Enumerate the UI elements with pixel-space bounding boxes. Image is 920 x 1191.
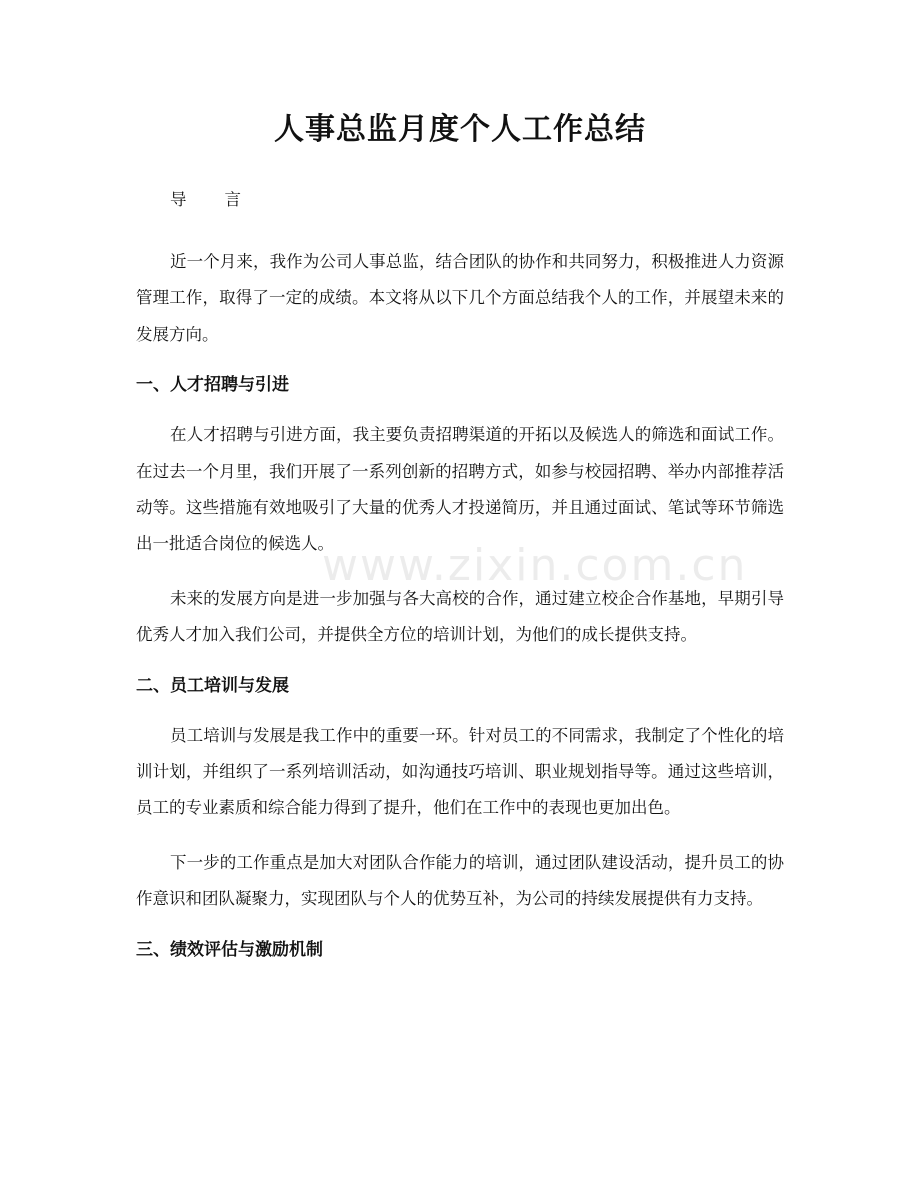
section-heading-performance: 三、绩效评估与激励机制 [136, 939, 323, 960]
document-title: 人事总监月度个人工作总结 [274, 112, 646, 147]
intro-paragraph: 近一个月来，我作为公司人事总监，结合团队的协作和共同努力，积极推进人力资源管理工作，取得了一定的成绩。本文将从以下几个方面总结我个人的工作，并展望未来的发展方向。 [136, 252, 784, 344]
section-heading-recruitment: 一、人才招聘与引进 [136, 375, 289, 396]
intro-label-char-1: 导 [170, 190, 187, 209]
section-heading-training: 二、员工培训与发展 [136, 675, 289, 696]
training-paragraph-1: 员工培训与发展是我工作中的重要一环。针对员工的不同需求，我制定了个性化的培训计划，并组织了一系列培训活动，如沟通技巧培训、职业规划指导等。通过这些培训，员工的专业素质和综合能力得到了提升，他们在工作中的表现也更加出色。 [136, 725, 784, 818]
training-paragraph-2: 下一步的工作重点是加大对团队合作能力的培训，通过团队建设活动，提升员工的协作意识和团队凝聚力，实现团队与个人的优势互补，为公司的持续发展提供有力支持。 [136, 852, 784, 909]
recruitment-paragraph-2: 未来的发展方向是进一步加强与各大高校的合作，通过建立校企合作基地，早期引导优秀人才加入我们公司，并提供全方位的培训计划，为他们的成长提供支持。 [136, 588, 784, 645]
intro-label-char-2: 言 [224, 190, 241, 209]
intro-label [136, 184, 784, 216]
recruitment-paragraph-1: 在人才招聘与引进方面，我主要负责招聘渠道的开拓以及候选人的筛选和面试工作。在过去一个月里，我们开展了一系列创新的招聘方式，如参与校园招聘、举办内部推荐活动等。这些措施有效地吸引了大量的优秀人才投递简历，并且通过面试、笔试等环节筛选出一批适合岗位的候选人。 [136, 425, 784, 554]
watermark: www.zixin.com.cn [322, 540, 748, 591]
document-body [136, 184, 784, 982]
